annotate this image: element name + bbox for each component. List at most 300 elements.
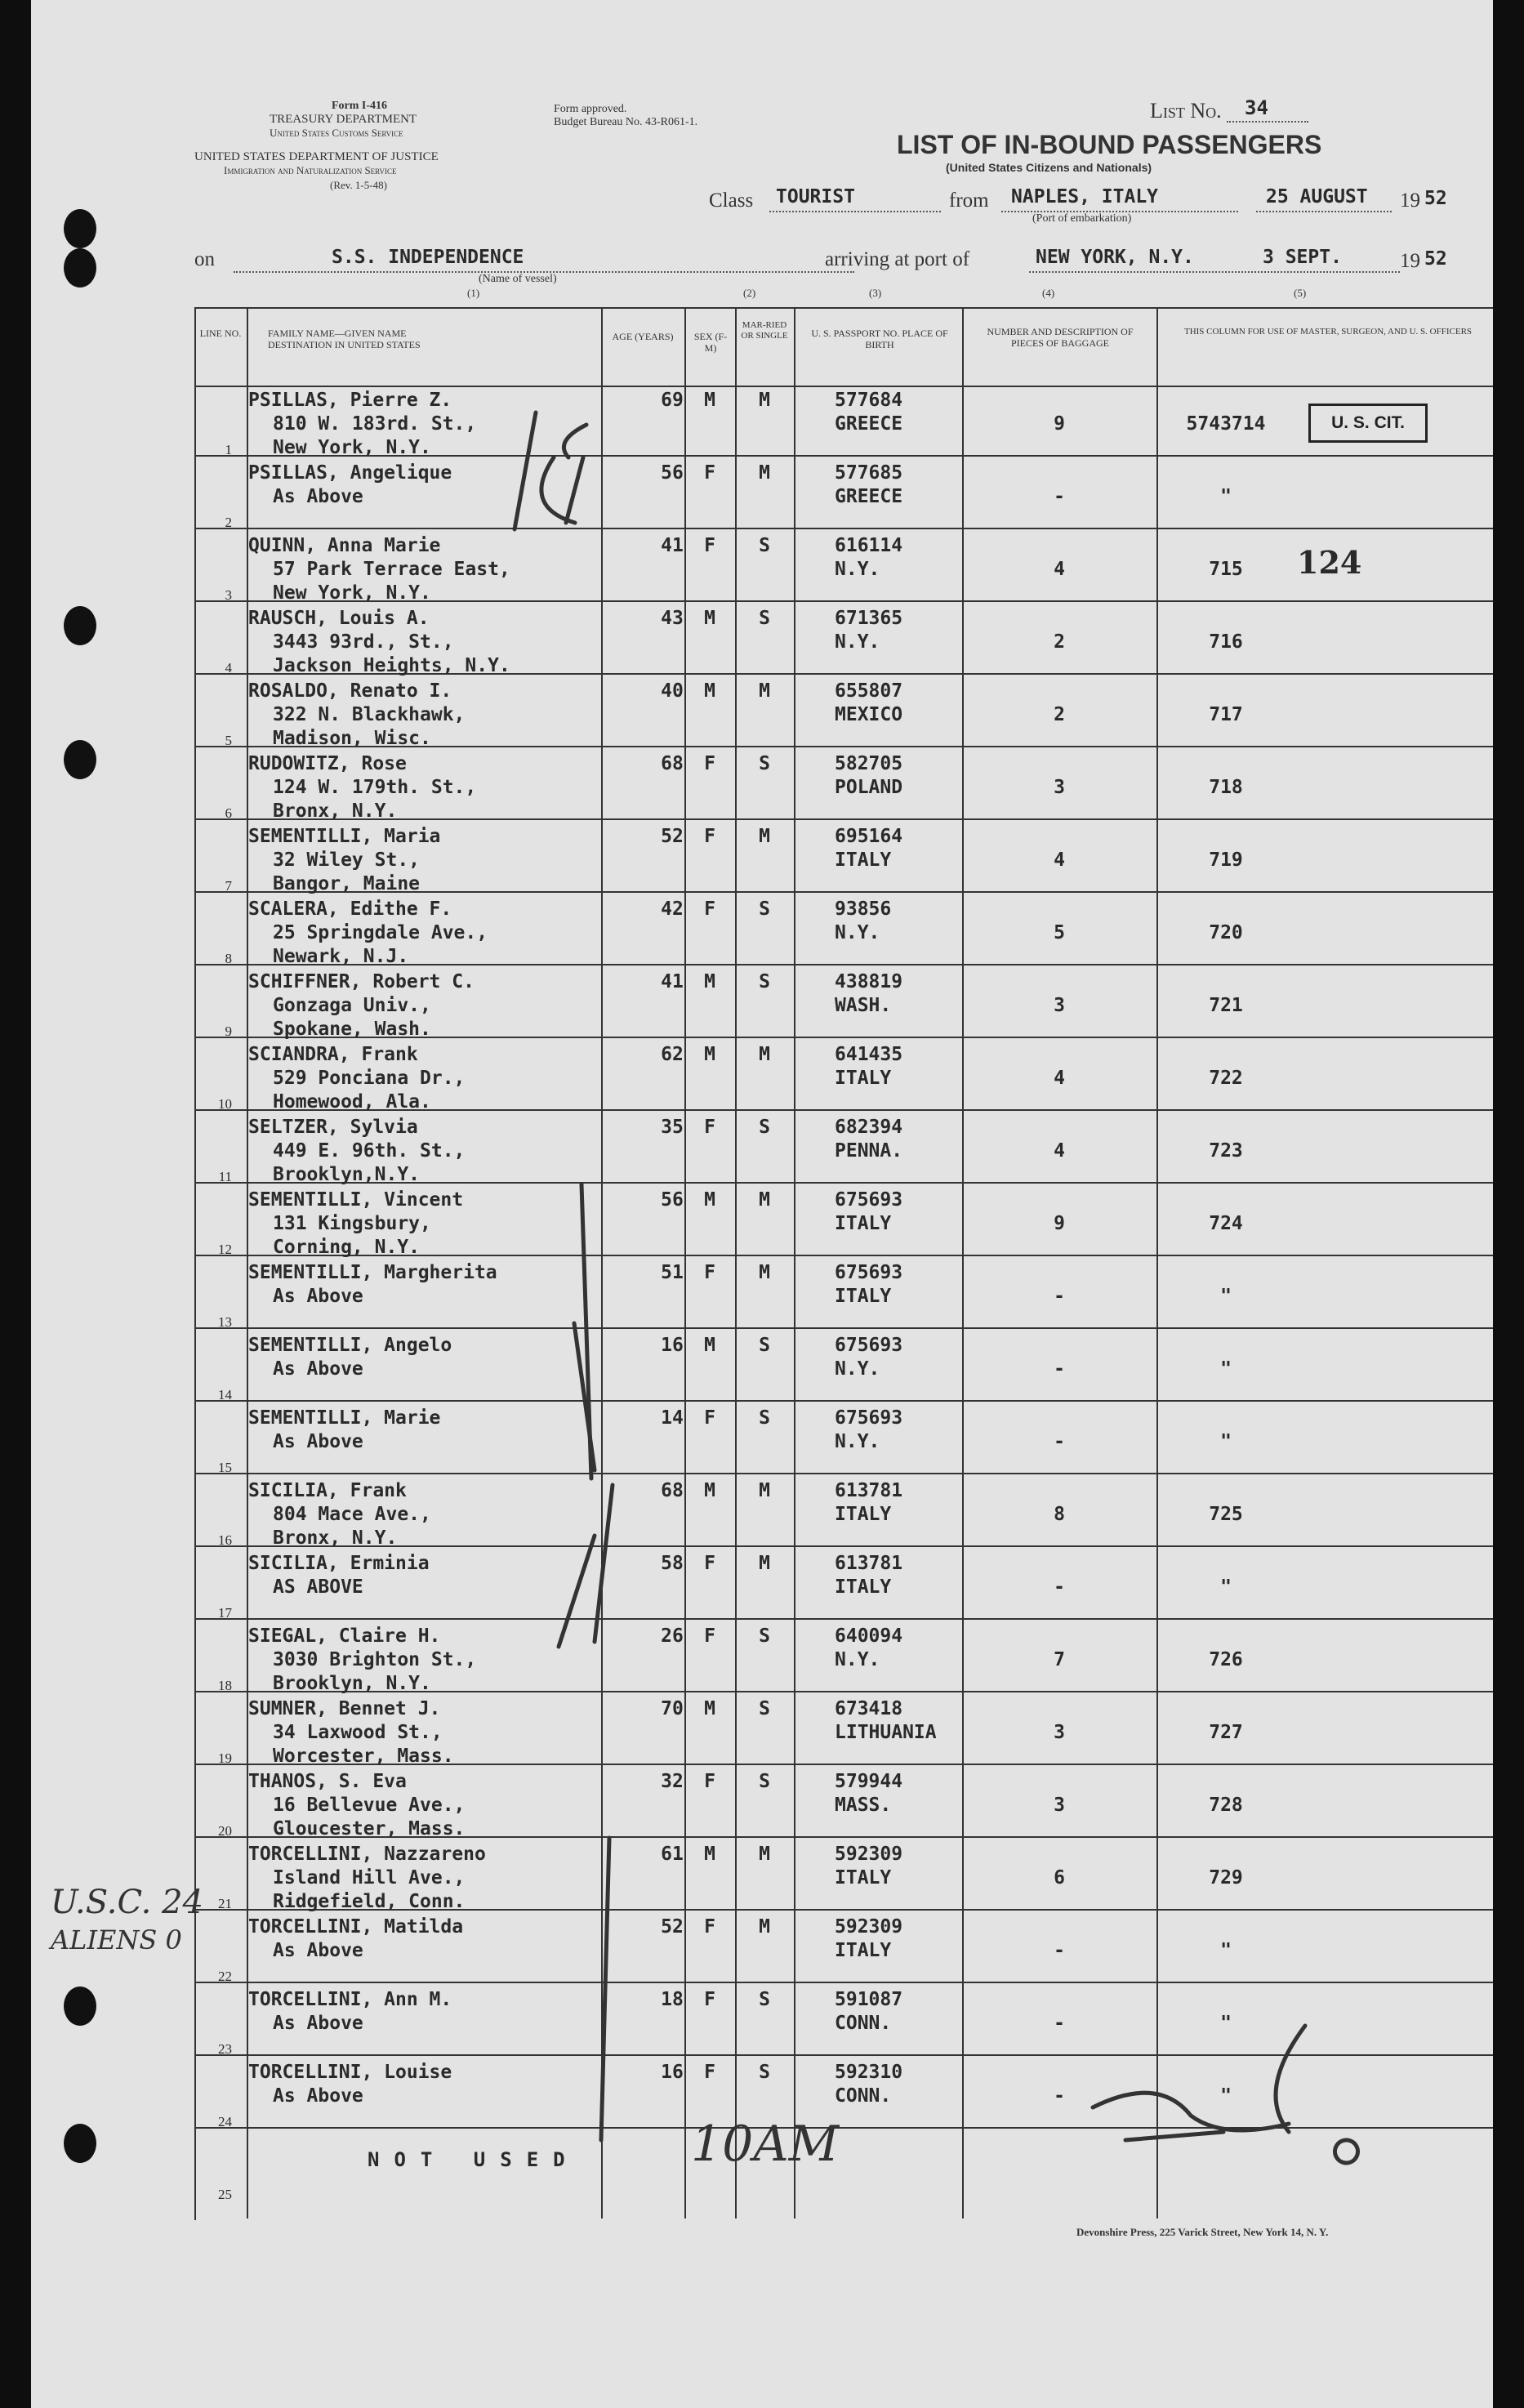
passenger-name: SEMENTILLI, Maria — [248, 826, 441, 847]
officer-number: 728 — [1209, 1795, 1243, 1816]
marital-status: M — [759, 1480, 770, 1501]
address-line-1: 322 N. Blackhawk, — [273, 704, 466, 725]
passenger-name: SCHIFFNER, Robert C. — [248, 971, 475, 992]
place-of-birth: GREECE — [835, 486, 903, 507]
line-number: 24 — [218, 2114, 232, 2129]
department-of-justice: UNITED STATES DEPARTMENT OF JUSTICE — [194, 150, 439, 163]
passport-number: 675693 — [835, 1407, 903, 1429]
passport-number: 671365 — [835, 608, 903, 629]
place-of-birth: ITALY — [835, 1068, 892, 1089]
col-num-3: (3) — [869, 287, 882, 299]
sex: F — [704, 1407, 715, 1429]
officer-number: 726 — [1209, 1649, 1243, 1670]
year-prefix-2: 19 — [1400, 250, 1420, 272]
manifest-page — [31, 0, 1493, 2408]
embarkation-year: 52 — [1424, 188, 1447, 209]
address-line-1: 3443 93rd., St., — [273, 631, 454, 653]
passport-number: 695164 — [835, 826, 903, 847]
address-line-1: As Above — [273, 2085, 363, 2107]
baggage-count: - — [1054, 1940, 1065, 1961]
sex: M — [704, 971, 715, 992]
age: 52 — [661, 826, 684, 847]
document-subtitle: (United States Citizens and Nationals) — [946, 161, 1152, 174]
address-line-1: 25 Springdale Ave., — [273, 922, 488, 943]
address-line-2: Worcester, Mass. — [273, 1746, 454, 1767]
age: 68 — [661, 753, 684, 774]
passenger-name: SICILIA, Erminia — [248, 1553, 430, 1574]
line-number: 14 — [218, 1387, 232, 1402]
table-row — [194, 384, 1493, 457]
table-row — [194, 1620, 1493, 1692]
passport-number: 577684 — [835, 390, 903, 411]
age: 14 — [661, 1407, 684, 1429]
officer-number: 723 — [1209, 1140, 1243, 1162]
sex: F — [704, 2062, 715, 2083]
officer-number: 725 — [1209, 1504, 1243, 1525]
marital-status: M — [759, 1044, 770, 1065]
passport-number: 438819 — [835, 971, 903, 992]
age: 70 — [661, 1698, 684, 1719]
place-of-birth: POLAND — [835, 777, 903, 798]
place-of-birth: CONN. — [835, 2085, 892, 2107]
address-line-2: Spokane, Wash. — [273, 1019, 431, 1040]
passenger-name: SEMENTILLI, Angelo — [248, 1335, 452, 1356]
vessel-name: S.S. INDEPENDENCE — [332, 247, 524, 268]
address-line-2: Brooklyn,N.Y. — [273, 1164, 421, 1185]
place-of-birth: GREECE — [835, 413, 903, 435]
baggage-count: 6 — [1054, 1867, 1065, 1888]
baggage-count: - — [1054, 2013, 1065, 2034]
passenger-name: SCALERA, Edithe F. — [248, 899, 452, 920]
place-of-birth: ITALY — [835, 1940, 892, 1961]
marital-status: M — [759, 1189, 770, 1211]
class-value: TOURIST — [776, 186, 855, 207]
age: 68 — [661, 1480, 684, 1501]
age: 69 — [661, 390, 684, 411]
passenger-name: TORCELLINI, Matilda — [248, 1916, 464, 1938]
marital-status: S — [759, 753, 770, 774]
port-embarkation-caption: (Port of embarkation) — [1032, 212, 1132, 225]
punch-hole — [64, 248, 96, 288]
place-of-birth: CONN. — [835, 2013, 892, 2034]
passenger-name: QUINN, Anna Marie — [248, 535, 441, 556]
on-label: on — [194, 248, 215, 270]
header-passport: U. S. PASSPORT NO. PLACE OF BIRTH — [811, 328, 948, 350]
marital-status: M — [759, 1553, 770, 1574]
place-of-birth: ITALY — [835, 1286, 892, 1307]
table-row — [194, 1838, 1493, 1911]
table-row — [194, 1111, 1493, 1184]
marital-status: S — [759, 1989, 770, 2010]
place-of-birth: PENNA. — [835, 1140, 903, 1162]
passenger-name: SUMNER, Bennet J. — [248, 1698, 441, 1719]
punch-hole — [64, 606, 96, 645]
officer-number: " — [1220, 1576, 1232, 1598]
baggage-count: - — [1054, 1358, 1065, 1380]
age: 58 — [661, 1553, 684, 1574]
list-number-label: List No. — [1150, 99, 1222, 123]
table-row — [194, 1038, 1493, 1111]
line-number: 1 — [225, 442, 232, 457]
not-used-label: NOT USED — [368, 2148, 580, 2171]
sex: F — [704, 753, 715, 774]
place-of-birth: ITALY — [835, 849, 892, 871]
arrival-port: NEW YORK, N.Y. — [1036, 247, 1194, 268]
marital-status: M — [759, 1844, 770, 1865]
passport-number: 592309 — [835, 1916, 903, 1938]
passport-number: 579944 — [835, 1771, 903, 1792]
age: 40 — [661, 680, 684, 702]
place-of-birth: LITHUANIA — [835, 1722, 937, 1743]
age: 42 — [661, 899, 684, 920]
immigration-service: Immigration and Naturalization Service — [224, 164, 397, 176]
sex: M — [704, 608, 715, 629]
passenger-name: THANOS, S. Eva — [248, 1771, 407, 1792]
punch-hole — [64, 740, 96, 779]
age: 61 — [661, 1844, 684, 1865]
line-number: 8 — [225, 951, 232, 966]
document-title: LIST OF IN-BOUND PASSENGERS — [897, 130, 1322, 159]
officer-number: 722 — [1209, 1068, 1243, 1089]
line-number: 3 — [225, 587, 232, 603]
col-num-5: (5) — [1294, 287, 1307, 299]
passport-number: 675693 — [835, 1189, 903, 1211]
passport-number: 93856 — [835, 899, 892, 920]
line-number: 17 — [218, 1605, 232, 1621]
age: 56 — [661, 1189, 684, 1211]
address-line-1: 449 E. 96th. St., — [273, 1140, 466, 1162]
address-line-2: Bronx, N.Y. — [273, 1527, 398, 1549]
age: 26 — [661, 1625, 684, 1647]
passport-number: 591087 — [835, 1989, 903, 2010]
age: 51 — [661, 1262, 684, 1283]
line-number: 10 — [218, 1096, 232, 1112]
line-number: 20 — [218, 1823, 232, 1839]
marital-status: S — [759, 1698, 770, 1719]
place-of-birth: N.Y. — [835, 1649, 880, 1670]
sex: F — [704, 1625, 715, 1647]
budget-bureau: Budget Bureau No. 43-R061-1. — [554, 116, 698, 128]
age: 18 — [661, 1989, 684, 2010]
passenger-name: PSILLAS, Pierre Z. — [248, 390, 452, 411]
age: 16 — [661, 2062, 684, 2083]
marital-status: M — [759, 826, 770, 847]
punch-hole — [64, 2124, 96, 2163]
baggage-count: - — [1054, 1576, 1065, 1598]
marital-status: S — [759, 971, 770, 992]
table-row — [194, 1765, 1493, 1838]
officer-number: " — [1220, 1358, 1232, 1380]
address-line-1: As Above — [273, 1940, 363, 1961]
marital-status: S — [759, 608, 770, 629]
officer-number: 715 — [1209, 559, 1243, 580]
baggage-count: 3 — [1054, 1795, 1065, 1816]
table-row — [194, 1547, 1493, 1620]
marital-status: M — [759, 462, 770, 484]
line-number: 15 — [218, 1460, 232, 1475]
passport-number: 592309 — [835, 1844, 903, 1865]
address-line-2: Jackson Heights, N.Y. — [273, 655, 510, 676]
address-line-1: 810 W. 183rd. St., — [273, 413, 477, 435]
marital-status: S — [759, 1407, 770, 1429]
place-of-birth: N.Y. — [835, 559, 880, 580]
age: 41 — [661, 535, 684, 556]
count-annotation: 124 — [1297, 544, 1362, 581]
sex: F — [704, 1553, 715, 1574]
table-row — [194, 747, 1493, 820]
line-number: 9 — [225, 1023, 232, 1039]
form-approved: Form approved. — [554, 103, 627, 115]
line-number: 19 — [218, 1750, 232, 1766]
passport-number: 577685 — [835, 462, 903, 484]
line-number: 12 — [218, 1242, 232, 1257]
table-row — [194, 1474, 1493, 1547]
passport-number: 682394 — [835, 1117, 903, 1138]
baggage-count: 2 — [1054, 704, 1065, 725]
address-line-2: Gloucester, Mass. — [273, 1818, 466, 1839]
address-line-1: 804 Mace Ave., — [273, 1504, 431, 1525]
address-line-1: As Above — [273, 1286, 363, 1307]
from-label: from — [949, 190, 989, 212]
baggage-count: 7 — [1054, 1649, 1065, 1670]
passenger-name: RAUSCH, Louis A. — [248, 608, 430, 629]
baggage-count: - — [1054, 486, 1065, 507]
arriving-label: arriving at port of — [825, 248, 970, 270]
place-of-birth: ITALY — [835, 1213, 892, 1234]
header-age: AGE (YEARS) — [612, 331, 674, 342]
address-line-2: Bangor, Maine — [273, 873, 421, 894]
officer-number: 721 — [1209, 995, 1243, 1016]
passenger-name: SEMENTILLI, Margherita — [248, 1262, 497, 1283]
passport-number: 592310 — [835, 2062, 903, 2083]
header-sex: SEX (F-M) — [693, 331, 728, 354]
sex: F — [704, 1117, 715, 1138]
col-num-2: (2) — [743, 287, 756, 299]
baggage-count: 9 — [1054, 1213, 1065, 1234]
baggage-count: 3 — [1054, 1722, 1065, 1743]
sex: M — [704, 1335, 715, 1356]
officer-number: 727 — [1209, 1722, 1243, 1743]
treasury-department: TREASURY DEPARTMENT — [270, 113, 417, 126]
sex: F — [704, 1771, 715, 1792]
table-row — [194, 675, 1493, 747]
age: 16 — [661, 1335, 684, 1356]
class-label: Class — [709, 190, 754, 212]
officer-number: 724 — [1209, 1213, 1243, 1234]
passport-number: 673418 — [835, 1698, 903, 1719]
year-prefix: 19 — [1400, 190, 1420, 212]
line-number: 7 — [225, 878, 232, 894]
table-row — [194, 1256, 1493, 1329]
table-row — [194, 1402, 1493, 1474]
passport-number: 616114 — [835, 535, 903, 556]
sex: M — [704, 1189, 715, 1211]
officer-number: " — [1220, 2013, 1232, 2034]
place-of-birth: N.Y. — [835, 1431, 880, 1452]
marital-status: S — [759, 535, 770, 556]
address-line-1: 34 Laxwood St., — [273, 1722, 443, 1743]
age: 41 — [661, 971, 684, 992]
sex: F — [704, 1262, 715, 1283]
officer-number: " — [1220, 2085, 1232, 2107]
officer-number: " — [1220, 1431, 1232, 1452]
officer-number: " — [1220, 486, 1232, 507]
marital-status: M — [759, 680, 770, 702]
passenger-name: ROSALDO, Renato I. — [248, 680, 452, 702]
punch-hole — [64, 1987, 96, 2026]
address-line-2: Madison, Wisc. — [273, 728, 431, 749]
passport-number: 640094 — [835, 1625, 903, 1647]
sex: M — [704, 1844, 715, 1865]
age: 35 — [661, 1117, 684, 1138]
marital-status: S — [759, 1335, 770, 1356]
header-name: FAMILY NAME—GIVEN NAME DESTINATION IN UNITED STATES — [268, 328, 421, 350]
age: 32 — [661, 1771, 684, 1792]
passenger-name: TORCELLINI, Ann M. — [248, 1989, 452, 2010]
arrival-year: 52 — [1424, 248, 1447, 270]
line-number: 22 — [218, 1969, 232, 1984]
place-of-birth: MEXICO — [835, 704, 903, 725]
place-of-birth: ITALY — [835, 1576, 892, 1598]
baggage-count: 9 — [1054, 413, 1065, 435]
passenger-name: SICILIA, Frank — [248, 1480, 407, 1501]
margin-note-aliens: ALIENS 0 — [51, 1924, 182, 1955]
us-citizen-stamp: U. S. CIT. — [1308, 404, 1428, 443]
line-number: 2 — [225, 515, 232, 530]
baggage-count: 4 — [1054, 1140, 1065, 1162]
sex: F — [704, 1989, 715, 2010]
table-row — [194, 1911, 1493, 1983]
address-line-1: As Above — [273, 1358, 363, 1380]
passenger-name: SCIANDRA, Frank — [248, 1044, 418, 1065]
age: 62 — [661, 1044, 684, 1065]
place-of-birth: ITALY — [835, 1867, 892, 1888]
place-of-birth: ITALY — [835, 1504, 892, 1525]
sex: F — [704, 462, 715, 484]
marital-status: M — [759, 1262, 770, 1283]
place-of-birth: MASS. — [835, 1795, 892, 1816]
passport-number: 613781 — [835, 1480, 903, 1501]
table-row — [194, 1329, 1493, 1402]
address-line-2: Corning, N.Y. — [273, 1237, 421, 1258]
officer-number: 719 — [1209, 849, 1243, 871]
officer-number: 718 — [1209, 777, 1243, 798]
baggage-count: 4 — [1054, 559, 1065, 580]
age: 56 — [661, 462, 684, 484]
marital-status: S — [759, 2062, 770, 2083]
sex: M — [704, 1044, 715, 1065]
sex: F — [704, 1916, 715, 1938]
passenger-name: SIEGAL, Claire H. — [248, 1625, 441, 1647]
vessel-caption: (Name of vessel) — [479, 273, 557, 285]
line-number: 21 — [218, 1896, 232, 1911]
address-line-1: AS ABOVE — [273, 1576, 363, 1598]
marital-status: S — [759, 899, 770, 920]
col-num-4: (4) — [1042, 287, 1055, 299]
address-line-1: 57 Park Terrace East, — [273, 559, 510, 580]
printer-footer: Devonshire Press, 225 Varick Street, New York 14, N. Y. — [1076, 2226, 1329, 2238]
sex: M — [704, 680, 715, 702]
baggage-count: 3 — [1054, 777, 1065, 798]
officer-number: 729 — [1209, 1867, 1243, 1888]
officer-number: 720 — [1209, 922, 1243, 943]
time-annotation: 10AM — [691, 2116, 840, 2173]
baggage-count: 4 — [1054, 849, 1065, 871]
baggage-count: - — [1054, 2085, 1065, 2107]
address-line-1: 124 W. 179th. St., — [273, 777, 477, 798]
address-line-1: Island Hill Ave., — [273, 1867, 466, 1888]
address-line-1: 32 Wiley St., — [273, 849, 421, 871]
passport-number: 613781 — [835, 1553, 903, 1574]
passenger-name: SEMENTILLI, Marie — [248, 1407, 441, 1429]
passport-number: 582705 — [835, 753, 903, 774]
passenger-name: RUDOWITZ, Rose — [248, 753, 407, 774]
passenger-name: SELTZER, Sylvia — [248, 1117, 418, 1138]
table-row — [194, 457, 1493, 529]
form-number: Form I-416 — [332, 100, 388, 112]
table-row — [194, 2056, 1493, 2129]
header-line-no: LINE NO. — [199, 328, 242, 339]
address-line-2: New York, N.Y. — [273, 582, 431, 604]
address-line-1: 529 Ponciana Dr., — [273, 1068, 466, 1089]
sex: M — [704, 1698, 715, 1719]
passenger-name: TORCELLINI, Nazzareno — [248, 1844, 486, 1865]
table-row — [194, 602, 1493, 675]
embarkation-date: 25 AUGUST — [1266, 186, 1368, 207]
passport-number: 655807 — [835, 680, 903, 702]
header-married: MAR-RIED OR SINGLE — [741, 320, 788, 341]
passport-number: 675693 — [835, 1335, 903, 1356]
baggage-count: - — [1054, 1431, 1065, 1452]
address-line-1: As Above — [273, 1431, 363, 1452]
table-row — [194, 1983, 1493, 2056]
marital-status: S — [759, 1771, 770, 1792]
sex: F — [704, 899, 715, 920]
revision-date: (Rev. 1-5-48) — [330, 179, 387, 191]
baggage-count: 5 — [1054, 922, 1065, 943]
baggage-count: 2 — [1054, 631, 1065, 653]
marital-status: S — [759, 1117, 770, 1138]
address-line-1: As Above — [273, 2013, 363, 2034]
sex: F — [704, 535, 715, 556]
baggage-count: 4 — [1054, 1068, 1065, 1089]
line-number: 4 — [225, 660, 232, 676]
marital-status: M — [759, 1916, 770, 1938]
marital-status: S — [759, 1625, 770, 1647]
address-line-2: Brooklyn, N.Y. — [273, 1673, 431, 1694]
address-line-1: 16 Bellevue Ave., — [273, 1795, 466, 1816]
baggage-count: 3 — [1054, 995, 1065, 1016]
place-of-birth: N.Y. — [835, 922, 880, 943]
officer-number: " — [1220, 1286, 1232, 1307]
header-baggage: NUMBER AND DESCRIPTION OF PIECES OF BAGGAGE — [987, 326, 1134, 349]
sex: M — [704, 1480, 715, 1501]
line-number: 5 — [225, 733, 232, 748]
age: 43 — [661, 608, 684, 629]
list-number: 34 — [1245, 96, 1268, 119]
address-line-2: Newark, N.J. — [273, 946, 409, 967]
arrival-date: 3 SEPT. — [1263, 247, 1342, 268]
line-number: 13 — [218, 1314, 232, 1330]
line-number: 18 — [218, 1678, 232, 1693]
col-num-1: (1) — [467, 287, 480, 299]
age: 52 — [661, 1916, 684, 1938]
baggage-count: - — [1054, 1286, 1065, 1307]
passport-number: 675693 — [835, 1262, 903, 1283]
place-of-birth: N.Y. — [835, 1358, 880, 1380]
officer-number: " — [1220, 1940, 1232, 1961]
margin-note-usc: U.S.C. 24 — [51, 1884, 203, 1921]
